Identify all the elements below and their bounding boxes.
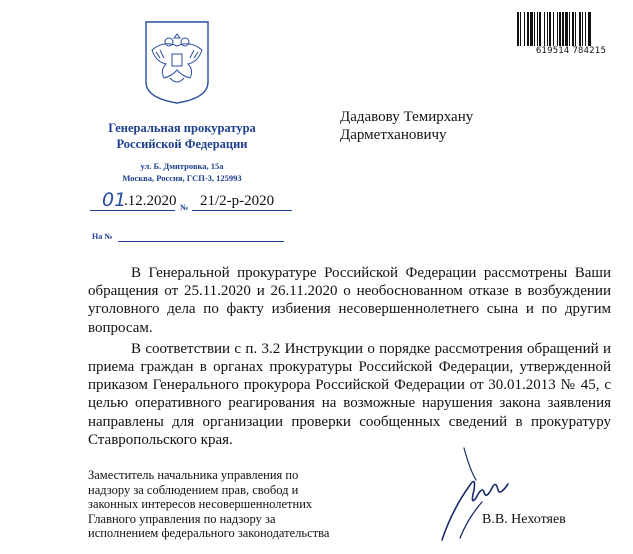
position-line3: законных интересов несовершеннолетних — [88, 497, 313, 511]
letter-body — [88, 264, 611, 452]
position-line1: Заместитель начальника управления по — [88, 468, 299, 482]
barcode-number: 619514 784215 — [515, 46, 627, 56]
recipient-line1: Дадавову Темирхану — [340, 109, 474, 125]
organization-name-line1: Генеральная прокуратура — [108, 121, 256, 135]
position-line2: надзору за соблюдением прав, свобод и — [88, 482, 299, 497]
body-paragraph-1: В Генеральной прокуратуре Российской Федерации рассмотрены Ваши обращения от 25.11.2020 и 26.11.2020 о необоснованном отказе в возбуждении уголовного дела по факту избиения несовершеннолетнего сына и по другим вопросам. — [88, 265, 611, 336]
number-sign: № — [180, 203, 189, 212]
organization-name-line2: Российской Федерации — [116, 137, 248, 151]
reply-to-underline — [118, 241, 284, 242]
coat-of-arms-icon — [142, 20, 212, 104]
handwritten-date-day: 01 — [102, 189, 127, 211]
position-line5: исполнением федерального законодательства — [88, 526, 330, 540]
outgoing-date-number — [82, 189, 292, 213]
organization-address — [78, 160, 286, 184]
body-paragraph-2: В соответствии с п. 3.2 Инструкции о порядке рассмотрения обращений и приема граждан в органах прокуратуры Российской Федерации, утвержденной приказом Генерального прокурора Российской Федерации от 30.01.2013 № 45, с целью оперативного реагирования на возможные нарушения закона заявления направлены для организации проверки сообщенных сведений в прокуратуру Ставропольского края. — [88, 340, 611, 448]
reply-to-label: На № — [92, 232, 113, 241]
recipient-line2: Дарметхановичу — [340, 127, 447, 143]
handwritten-signature — [430, 440, 520, 545]
signatory-name: В.В. Нехотяев — [482, 512, 566, 527]
address-line2: Москва, Россия, ГСП-3, 125993 — [122, 173, 242, 183]
address-line1: ул. Б. Дмитровка, 15а — [140, 161, 224, 171]
recipient — [340, 108, 473, 144]
organization-name — [78, 120, 286, 152]
signatory-position — [88, 468, 408, 541]
outgoing-number: 21/2-р-2020 — [200, 193, 275, 209]
number-underline — [192, 210, 292, 211]
date-underline — [90, 210, 175, 211]
outgoing-date: .12.2020 — [124, 193, 177, 209]
position-line4: Главного управления по надзору за — [88, 511, 276, 526]
